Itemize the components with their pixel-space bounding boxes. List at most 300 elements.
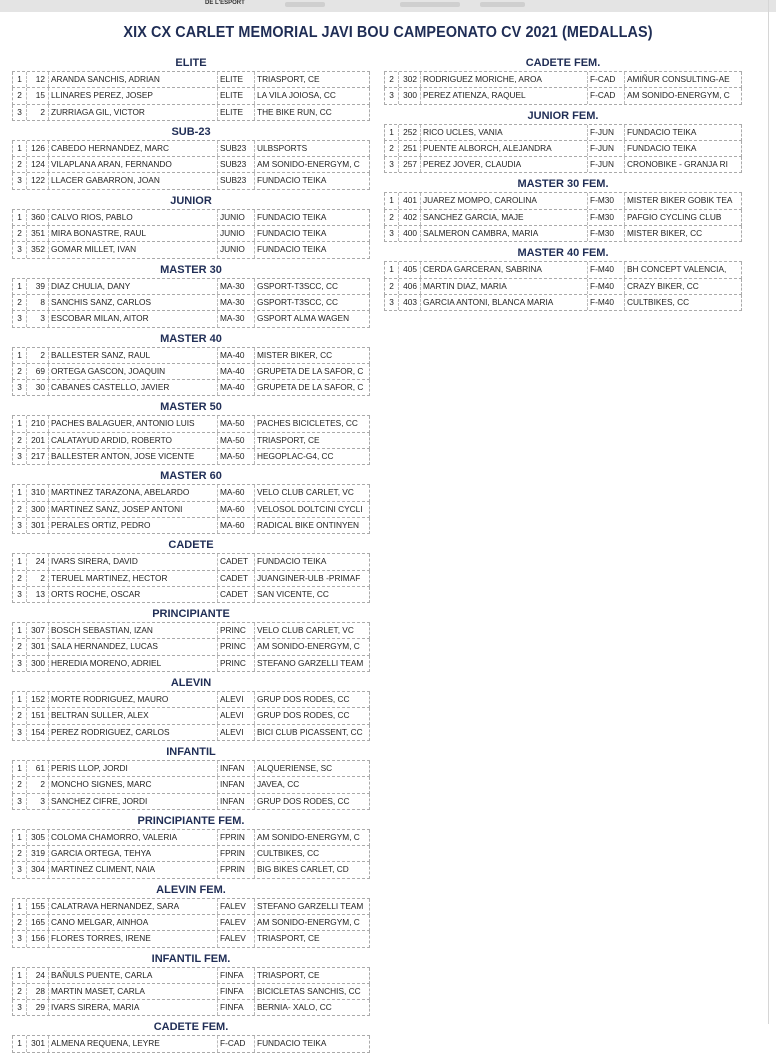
position: 1 — [385, 262, 399, 277]
position: 2 — [13, 846, 27, 861]
rider-name: CALATAYUD ARDID, ROBERTO — [49, 433, 218, 448]
category: ELITE — [218, 105, 255, 120]
result-row — [12, 348, 370, 364]
rider-name: COLOMA CHAMORRO, VALERIA — [49, 830, 218, 845]
result-row — [384, 88, 742, 104]
club: JUANGINER-ULB -PRIMAF — [257, 572, 361, 583]
rider-name: SANCHEZ CIFRE, JORDI — [49, 794, 218, 809]
position: 3 — [13, 311, 27, 326]
rider-name: SALA HERNANDEZ, LUCAS — [49, 639, 218, 654]
club: FUNDACIO TEIKA — [257, 244, 327, 255]
club: BERNIA- XALO, CC — [257, 1002, 332, 1013]
result-row — [12, 141, 370, 157]
club: LA VILA JOIOSA, CC — [257, 90, 336, 101]
bib-number: 28 — [27, 984, 49, 999]
results-table — [384, 192, 742, 242]
category-title: MASTER 30 — [160, 263, 222, 276]
result-row — [12, 623, 370, 639]
position: 3 — [13, 656, 27, 671]
result-row — [384, 157, 742, 173]
rider-name: TERUEL MARTINEZ, HECTOR — [49, 571, 218, 586]
rider-name: FLORES TORRES, IRENE — [49, 931, 218, 946]
category: F-JUN — [588, 141, 625, 156]
bib-number: 257 — [399, 157, 421, 172]
position: 2 — [13, 571, 27, 586]
category: ELITE — [218, 72, 255, 87]
result-row — [12, 571, 370, 587]
position: 3 — [13, 794, 27, 809]
bib-number: 300 — [27, 656, 49, 671]
result-row — [12, 692, 370, 708]
position: 1 — [13, 899, 27, 914]
position: 1 — [13, 830, 27, 845]
bib-number: 351 — [27, 226, 49, 241]
category: F-M30 — [588, 210, 625, 225]
result-row — [12, 485, 370, 501]
rider-name: PEREZ ATIENZA, RAQUEL — [421, 88, 588, 103]
club: GRUP DOS RODES, CC — [257, 795, 350, 806]
category-title: MASTER 40 FEM. — [517, 247, 609, 260]
position: 3 — [13, 1000, 27, 1015]
page-title: XIX CX CARLET MEMORIAL JAVI BOU CAMPEONATO CV 2021 (MEDALLAS) — [123, 24, 653, 41]
rider-name: BELTRAN SULLER, ALEX — [49, 708, 218, 723]
category: MA-40 — [218, 364, 255, 379]
category: INFAN — [218, 761, 255, 776]
category: MA-50 — [218, 416, 255, 431]
bib-number: 360 — [27, 210, 49, 225]
results-table — [12, 622, 370, 672]
result-row — [12, 173, 370, 189]
position: 2 — [13, 88, 27, 103]
position: 3 — [13, 242, 27, 257]
category-title: JUNIOR FEM. — [527, 109, 599, 122]
club: CRAZY BIKER, CC — [627, 280, 699, 291]
bib-number: 2 — [27, 105, 49, 120]
result-row — [12, 518, 370, 534]
position: 1 — [13, 761, 27, 776]
position: 2 — [13, 639, 27, 654]
results-table — [12, 760, 370, 810]
category: FALEV — [218, 899, 255, 914]
bib-number: 301 — [27, 1036, 49, 1051]
result-row — [12, 295, 370, 311]
result-row — [12, 794, 370, 810]
position: 1 — [13, 623, 27, 638]
position: 2 — [385, 72, 399, 87]
category: FINFA — [218, 1000, 255, 1015]
club: BIG BIKES CARLET, CD — [257, 864, 349, 875]
category: JUNIO — [218, 210, 255, 225]
bib-number: 3 — [27, 794, 49, 809]
position: 2 — [385, 210, 399, 225]
club: GRUPETA DE LA SAFOR, C — [257, 382, 364, 393]
result-row — [12, 105, 370, 121]
sponsor-logo — [480, 2, 525, 7]
category: FALEV — [218, 915, 255, 930]
category: FALEV — [218, 931, 255, 946]
result-row — [12, 210, 370, 226]
rider-name: IVARS SIRERA, MARIA — [49, 1000, 218, 1015]
club: VELO CLUB CARLET, VC — [257, 487, 354, 498]
category-title: PRINCIPIANTE FEM. — [137, 814, 245, 827]
position: 3 — [13, 725, 27, 740]
club: CULTBIKES, CC — [627, 296, 690, 307]
category: F-M40 — [588, 295, 625, 310]
rider-name: RICO UCLES, VANIA — [421, 125, 588, 140]
rider-name: PEREZ RODRIGUEZ, CARLOS — [49, 725, 218, 740]
result-row — [12, 761, 370, 777]
result-row — [384, 72, 742, 88]
rider-name: BOSCH SEBASTIAN, IZAN — [49, 623, 218, 638]
position: 1 — [13, 141, 27, 156]
category-title: ELITE — [175, 57, 207, 69]
club: FUNDACIO TEIKA — [257, 175, 327, 186]
results-table — [12, 209, 370, 259]
bib-number: 122 — [27, 173, 49, 188]
category: F-CAD — [588, 88, 625, 103]
bib-number: 210 — [27, 416, 49, 431]
bib-number: 403 — [399, 295, 421, 310]
position: 2 — [385, 279, 399, 294]
club: GSPORT-T3SCC, CC — [257, 280, 338, 291]
category: F-JUN — [588, 125, 625, 140]
rider-name: ZURRIAGA GIL, VICTOR — [49, 105, 218, 120]
club: GRUP DOS RODES, CC — [257, 694, 350, 705]
category: MA-30 — [218, 311, 255, 326]
position: 3 — [385, 88, 399, 103]
result-row — [384, 279, 742, 295]
rider-name: RODRIGUEZ MORICHE, AROA — [421, 72, 588, 87]
club: PAFGIO CYCLING CLUB — [627, 211, 722, 222]
category-title: PRINCIPIANTE — [152, 608, 230, 621]
rider-name: BALLESTER SANZ, RAUL — [49, 348, 218, 363]
category: ALEVI — [218, 708, 255, 723]
club: FUNDACIO TEIKA — [257, 556, 327, 567]
club: JAVEA, CC — [257, 779, 300, 790]
club: GSPORT-T3SCC, CC — [257, 296, 338, 307]
club: FUNDACIO TEIKA — [627, 126, 697, 137]
rider-name: GARCIA ORTEGA, TEHYA — [49, 846, 218, 861]
results-table — [12, 967, 370, 1017]
club: BICI CLUB PICASSENT, CC — [257, 726, 363, 737]
position: 2 — [13, 915, 27, 930]
rider-name: CALATRAVA HERNANDEZ, SARA — [49, 899, 218, 914]
result-row — [12, 846, 370, 862]
position: 3 — [13, 105, 27, 120]
result-row — [12, 968, 370, 984]
bib-number: 352 — [27, 242, 49, 257]
category: CADET — [218, 587, 255, 602]
club: AM SONIDO-ENERGYM, C — [257, 159, 360, 170]
category-title: JUNIOR — [170, 194, 212, 207]
club: AM SONIDO-ENERGYM, C — [257, 831, 360, 842]
result-row — [384, 141, 742, 157]
result-row — [384, 125, 742, 141]
result-row — [12, 1036, 370, 1052]
bib-number: 305 — [27, 830, 49, 845]
category-title: CADETE FEM. — [525, 57, 601, 69]
result-row — [12, 364, 370, 380]
position: 1 — [13, 279, 27, 294]
right-results-column — [384, 55, 742, 314]
position: 2 — [13, 226, 27, 241]
bib-number: 402 — [399, 210, 421, 225]
club: HEGOPLAC-G4, CC — [257, 451, 334, 462]
club: MISTER BIKER GOBIK TEA — [627, 195, 733, 206]
logo-text: DE L'ESPORT — [205, 0, 245, 6]
position: 2 — [13, 295, 27, 310]
rider-name: CABANES CASTELLO, JAVIER — [49, 380, 218, 395]
rider-name: PERIS LLOP, JORDI — [49, 761, 218, 776]
club: AM SONIDO-ENERGYM, C — [257, 916, 360, 927]
category: PRINC — [218, 639, 255, 654]
bib-number: 217 — [27, 449, 49, 464]
position: 3 — [13, 449, 27, 464]
position: 3 — [13, 173, 27, 188]
results-table — [12, 553, 370, 603]
category-title: MASTER 50 — [160, 401, 222, 414]
result-row — [12, 311, 370, 327]
category: MA-60 — [218, 502, 255, 517]
position: 3 — [13, 862, 27, 877]
result-row — [12, 226, 370, 242]
category: MA-60 — [218, 518, 255, 533]
bib-number: 300 — [27, 502, 49, 517]
category: ELITE — [218, 88, 255, 103]
bib-number: 39 — [27, 279, 49, 294]
bib-number: 2 — [27, 777, 49, 792]
category: FINFA — [218, 968, 255, 983]
result-row — [384, 210, 742, 226]
result-row — [12, 830, 370, 846]
category: SUB23 — [218, 141, 255, 156]
category: F-CAD — [588, 72, 625, 87]
club: STEFANO GARZELLI TEAM — [257, 900, 364, 911]
rider-name: HEREDIA MORENO, ADRIEL — [49, 656, 218, 671]
result-row — [12, 931, 370, 947]
club: MISTER BIKER, CC — [257, 349, 333, 360]
club: AM SONIDO-ENERGYM, C — [627, 90, 730, 101]
position: 3 — [385, 226, 399, 241]
category: F-M40 — [588, 262, 625, 277]
category: FPRIN — [218, 830, 255, 845]
club: FUNDACIO TEIKA — [257, 211, 327, 222]
results-table — [12, 1035, 370, 1052]
bib-number: 154 — [27, 725, 49, 740]
bib-number: 319 — [27, 846, 49, 861]
result-row — [12, 656, 370, 672]
bib-number: 300 — [399, 88, 421, 103]
rider-name: DIAZ CHULIA, DANY — [49, 279, 218, 294]
club: STEFANO GARZELLI TEAM — [257, 657, 364, 668]
position: 2 — [13, 364, 27, 379]
results-table — [384, 71, 742, 105]
position: 2 — [385, 141, 399, 156]
rider-name: BAÑULS PUENTE, CARLA — [49, 968, 218, 983]
position: 1 — [13, 348, 27, 363]
result-row — [12, 1000, 370, 1016]
club: TRIASPORT, CE — [257, 933, 320, 944]
bib-number: 29 — [27, 1000, 49, 1015]
result-row — [12, 72, 370, 88]
rider-name: CABEDO HERNANDEZ, MARC — [49, 141, 218, 156]
rider-name: SANCHEZ GARCIA, MAJE — [421, 210, 588, 225]
category-title: MASTER 30 FEM. — [517, 178, 609, 191]
position: 2 — [13, 708, 27, 723]
position: 3 — [13, 931, 27, 946]
position: 1 — [13, 1036, 27, 1051]
category: F-M30 — [588, 193, 625, 208]
bib-number: 156 — [27, 931, 49, 946]
club: FUNDACIO TEIKA — [257, 228, 327, 239]
sponsor-logo — [285, 2, 325, 7]
category: JUNIO — [218, 226, 255, 241]
rider-name: MIRA BONASTRE, RAUL — [49, 226, 218, 241]
result-row — [12, 502, 370, 518]
rider-name: ARANDA SANCHIS, ADRIAN — [49, 72, 218, 87]
bib-number: 201 — [27, 433, 49, 448]
position: 1 — [13, 968, 27, 983]
result-row — [384, 193, 742, 209]
category-title: CADETE FEM. — [153, 1021, 229, 1034]
club: GSPORT ALMA WAGEN — [257, 313, 350, 324]
club: VELO CLUB CARLET, VC — [257, 625, 354, 636]
result-row — [12, 984, 370, 1000]
result-row — [12, 157, 370, 173]
rider-name: PEREZ JOVER, CLAUDIA — [421, 157, 588, 172]
bib-number: 406 — [399, 279, 421, 294]
bib-number: 12 — [27, 72, 49, 87]
bib-number: 252 — [399, 125, 421, 140]
top-strip — [0, 0, 776, 12]
club: TRIASPORT, CE — [257, 74, 320, 84]
category: MA-30 — [218, 279, 255, 294]
club: PACHES BICICLETES, CC — [257, 418, 358, 429]
result-row — [12, 725, 370, 741]
position: 2 — [13, 777, 27, 792]
category: ALEVI — [218, 692, 255, 707]
category-title: INFANTIL — [166, 745, 216, 758]
position: 1 — [13, 416, 27, 431]
rider-name: GOMAR MILLET, IVAN — [49, 242, 218, 257]
bib-number: 124 — [27, 157, 49, 172]
category: F-JUN — [588, 157, 625, 172]
category-title: ALEVIN — [170, 677, 212, 690]
result-row — [12, 242, 370, 258]
category-title: CADETE — [168, 539, 214, 552]
club: AM SONIDO-ENERGYM, C — [257, 641, 360, 652]
position: 1 — [13, 692, 27, 707]
bib-number: 401 — [399, 193, 421, 208]
rider-name: PERALES ORTIZ, PEDRO — [49, 518, 218, 533]
club: FUNDACIO TEIKA — [627, 142, 697, 153]
category: ALEVI — [218, 725, 255, 740]
rider-name: VILAPLANA ARAN, FERNANDO — [49, 157, 218, 172]
bib-number: 151 — [27, 708, 49, 723]
result-row — [12, 639, 370, 655]
bib-number: 2 — [27, 571, 49, 586]
result-row — [12, 416, 370, 432]
category: INFAN — [218, 794, 255, 809]
club: GRUP DOS RODES, CC — [257, 710, 350, 721]
rider-name: MARTINEZ CLIMENT, NAIA — [49, 862, 218, 877]
sponsor-logo — [400, 2, 460, 7]
category: MA-30 — [218, 295, 255, 310]
rider-name: CANO MELGAR, AINHOA — [49, 915, 218, 930]
club: BH CONCEPT VALENCIA, — [627, 264, 727, 275]
club: CRONOBIKE - GRANJA RI — [627, 159, 728, 170]
rider-name: PUENTE ALBORCH, ALEJANDRA — [421, 141, 588, 156]
category-title: ALEVIN FEM. — [156, 883, 226, 896]
page-edge — [768, 0, 769, 1024]
club: AMIÑUR CONSULTING-AE — [627, 74, 730, 84]
results-table — [12, 691, 370, 741]
category-title: INFANTIL FEM. — [151, 952, 231, 965]
club: SAN VICENTE, CC — [257, 588, 329, 599]
result-row — [12, 88, 370, 104]
category: FINFA — [218, 984, 255, 999]
result-row — [384, 226, 742, 242]
category: SUB23 — [218, 173, 255, 188]
results-table — [12, 71, 370, 121]
category: F-CAD — [218, 1036, 255, 1051]
rider-name: MONCHO SIGNES, MARC — [49, 777, 218, 792]
position: 3 — [385, 157, 399, 172]
rider-name: MARTINEZ TARAZONA, ABELARDO — [49, 485, 218, 500]
rider-name: JUAREZ MOMPO, CAROLINA — [421, 193, 588, 208]
rider-name: SALMERON CAMBRA, MARIA — [421, 226, 588, 241]
result-row — [12, 554, 370, 570]
result-row — [12, 708, 370, 724]
position: 1 — [13, 554, 27, 569]
result-row — [12, 279, 370, 295]
bib-number: 69 — [27, 364, 49, 379]
rider-name: ALMENA REQUENA, LEYRE — [49, 1036, 218, 1051]
rider-name: CALVO RIOS, PABLO — [49, 210, 218, 225]
bib-number: 15 — [27, 88, 49, 103]
rider-name: ESCOBAR MILAN, AITOR — [49, 311, 218, 326]
category: PRINC — [218, 623, 255, 638]
bib-number: 24 — [27, 968, 49, 983]
bib-number: 152 — [27, 692, 49, 707]
rider-name: MARTIN MASET, CARLA — [49, 984, 218, 999]
result-row — [12, 862, 370, 878]
category: F-M40 — [588, 279, 625, 294]
rider-name: ORTS ROCHE, OSCAR — [49, 587, 218, 602]
bib-number: 301 — [27, 518, 49, 533]
category: CADET — [218, 554, 255, 569]
position: 1 — [13, 210, 27, 225]
rider-name: PACHES BALAGUER, ANTONIO LUIS — [49, 416, 218, 431]
position: 3 — [13, 518, 27, 533]
bib-number: 30 — [27, 380, 49, 395]
bib-number: 310 — [27, 485, 49, 500]
result-row — [12, 449, 370, 465]
position: 3 — [13, 587, 27, 602]
results-table — [12, 484, 370, 534]
results-table — [384, 124, 742, 174]
position: 1 — [385, 193, 399, 208]
club: ULBSPORTS — [257, 142, 308, 153]
result-row — [384, 295, 742, 311]
club: BICICLETAS SANCHIS, CC — [257, 985, 361, 996]
result-row — [12, 380, 370, 396]
bib-number: 307 — [27, 623, 49, 638]
club: VELOSOL DOLTCINI CYCLI — [257, 503, 363, 514]
result-row — [384, 262, 742, 278]
club: FUNDACIO TEIKA — [257, 1038, 327, 1049]
bib-number: 126 — [27, 141, 49, 156]
